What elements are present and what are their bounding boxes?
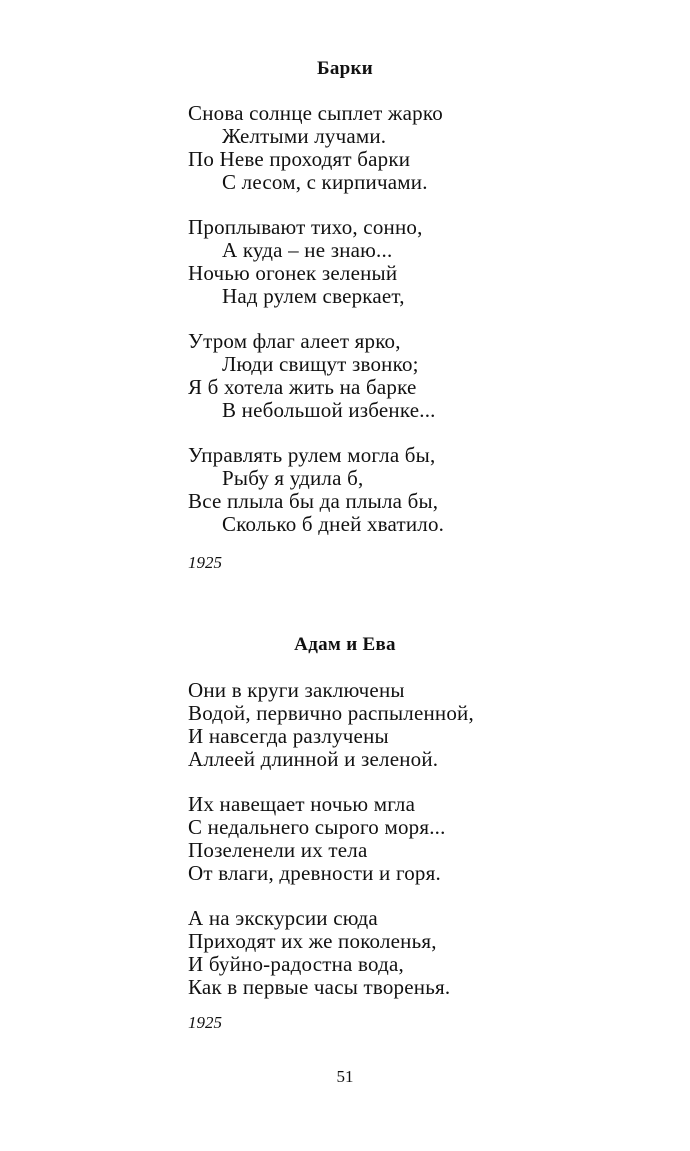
verse-line: Сколько б дней хватило. — [222, 512, 445, 536]
verse-line: От влаги, древности и горя. — [188, 861, 441, 885]
verse-line: Я б хотела жить на барке — [188, 375, 417, 399]
verse-line: Приходят их же поколенья, — [188, 929, 437, 953]
poem-title: Барки — [316, 58, 374, 79]
poem-body — [188, 102, 668, 558]
stanza — [188, 793, 668, 885]
stanza — [188, 679, 668, 771]
stanza — [188, 102, 668, 194]
verse-line: Позеленели их тела — [188, 838, 368, 862]
verse-line: С лесом, с кирпичами. — [222, 170, 428, 194]
verse-line: Их навещает ночью мгла — [188, 792, 416, 816]
verse-line: По Неве проходят барки — [188, 147, 411, 171]
verse-line: Аллеей длинной и зеленой. — [188, 747, 439, 771]
stanza — [188, 216, 668, 308]
verse-line: И буйно-радостна вода, — [188, 952, 404, 976]
verse-line: Управлять рулем могла бы, — [188, 443, 436, 467]
verse-line: Все плыла бы да плыла бы, — [188, 489, 439, 513]
verse-line: Как в первые часы творенья. — [188, 975, 451, 999]
verse-line: Ночью огонек зеленый — [188, 261, 398, 285]
verse-line: Они в круги заключены — [188, 678, 405, 702]
verse-line: С недальнего сырого моря... — [188, 815, 446, 839]
verse-line: Проплывают тихо, сонно, — [188, 215, 423, 239]
verse-line: Снова солнце сыплет жарко — [188, 101, 443, 125]
verse-line: Рыбу я удила б, — [222, 466, 364, 490]
verse-line: Люди свищут звонко; — [222, 352, 419, 376]
verse-line: А куда – не знаю... — [222, 238, 393, 262]
verse-line: Водой, первично распыленной, — [188, 701, 474, 725]
stanza — [188, 330, 668, 422]
poem-date: 1925 — [188, 553, 222, 572]
stanza — [188, 907, 668, 999]
page-number: 51 — [336, 1067, 354, 1086]
poem-date: 1925 — [188, 1013, 222, 1032]
stanza — [188, 444, 668, 536]
verse-line: А на экскурсии сюда — [188, 906, 378, 930]
verse-line: В небольшой избенке... — [222, 398, 436, 422]
verse-line: Желтыми лучами. — [222, 124, 387, 148]
verse-line: Утром флаг алеет ярко, — [188, 329, 401, 353]
verse-line: И навсегда разлучены — [188, 724, 389, 748]
verse-line: Над рулем сверкает, — [222, 284, 405, 308]
poem-title: Адам и Ева — [294, 634, 396, 655]
poem-body — [188, 679, 668, 1021]
